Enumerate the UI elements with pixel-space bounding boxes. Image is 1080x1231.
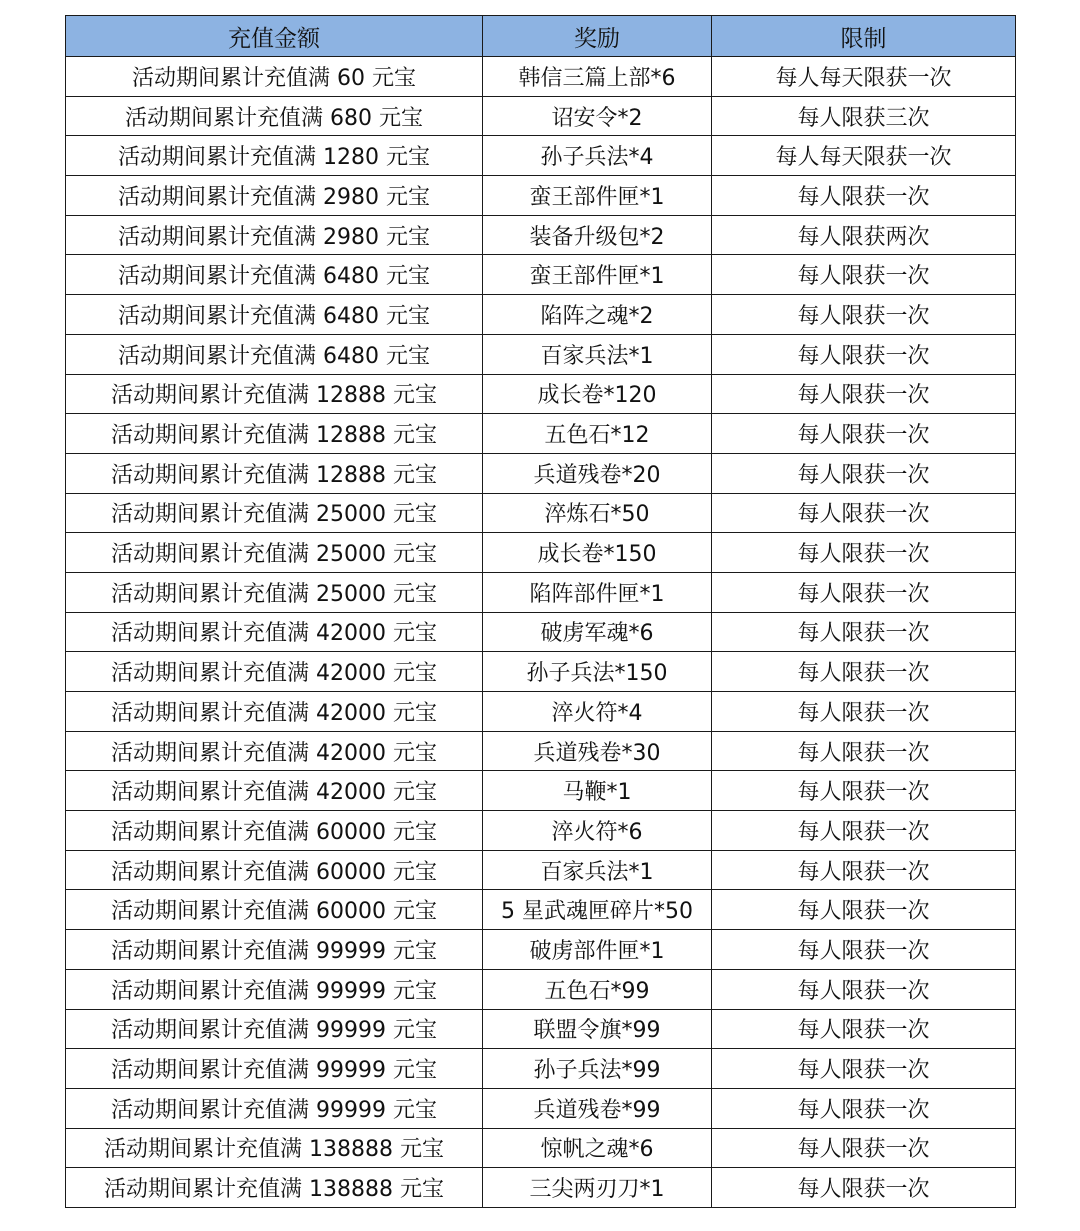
cell-recharge-amount: 活动期间累计充值满 25000 元宝 <box>66 533 483 573</box>
cell-limit: 每人限获一次 <box>712 771 1016 811</box>
cell-recharge-amount: 活动期间累计充值满 12888 元宝 <box>66 414 483 454</box>
table-row <box>66 850 1016 890</box>
table-row <box>66 572 1016 612</box>
cell-reward: 陷阵部件匣*1 <box>483 572 712 612</box>
cell-limit: 每人限获一次 <box>712 1009 1016 1049</box>
table-row <box>66 453 1016 493</box>
table-row <box>66 176 1016 216</box>
cell-limit: 每人限获一次 <box>712 374 1016 414</box>
cell-recharge-amount: 活动期间累计充值满 12888 元宝 <box>66 453 483 493</box>
cell-reward: 陷阵之魂*2 <box>483 295 712 335</box>
cell-limit: 每人限获一次 <box>712 930 1016 970</box>
table-row <box>66 890 1016 930</box>
cell-recharge-amount: 活动期间累计充值满 680 元宝 <box>66 96 483 136</box>
cell-limit: 每人限获一次 <box>712 1049 1016 1089</box>
cell-recharge-amount: 活动期间累计充值满 42000 元宝 <box>66 652 483 692</box>
cell-recharge-amount: 活动期间累计充值满 99999 元宝 <box>66 1049 483 1089</box>
cell-recharge-amount: 活动期间累计充值满 6480 元宝 <box>66 295 483 335</box>
cell-recharge-amount: 活动期间累计充值满 25000 元宝 <box>66 493 483 533</box>
cell-limit: 每人限获一次 <box>712 850 1016 890</box>
cell-reward: 淬火符*4 <box>483 692 712 732</box>
cell-recharge-amount: 活动期间累计充值满 60000 元宝 <box>66 850 483 890</box>
cell-reward: 孙子兵法*99 <box>483 1049 712 1089</box>
table-row <box>66 414 1016 454</box>
table-row <box>66 969 1016 1009</box>
cell-reward: 韩信三篇上部*6 <box>483 57 712 97</box>
cell-recharge-amount: 活动期间累计充值满 99999 元宝 <box>66 1009 483 1049</box>
cell-recharge-amount: 活动期间累计充值满 25000 元宝 <box>66 572 483 612</box>
cell-reward: 五色石*99 <box>483 969 712 1009</box>
cell-reward: 孙子兵法*4 <box>483 136 712 176</box>
cell-reward: 破虏军魂*6 <box>483 612 712 652</box>
cell-recharge-amount: 活动期间累计充值满 2980 元宝 <box>66 215 483 255</box>
cell-reward: 兵道残卷*30 <box>483 731 712 771</box>
cell-limit: 每人限获一次 <box>712 731 1016 771</box>
table-row <box>66 96 1016 136</box>
table-row <box>66 255 1016 295</box>
cell-reward: 蛮王部件匣*1 <box>483 255 712 295</box>
cell-limit: 每人限获三次 <box>712 96 1016 136</box>
cell-reward: 马鞭*1 <box>483 771 712 811</box>
cell-recharge-amount: 活动期间累计充值满 6480 元宝 <box>66 255 483 295</box>
table-body <box>66 57 1016 1208</box>
cell-limit: 每人限获一次 <box>712 612 1016 652</box>
cell-reward: 成长卷*150 <box>483 533 712 573</box>
cell-recharge-amount: 活动期间累计充值满 42000 元宝 <box>66 731 483 771</box>
cell-reward: 诏安令*2 <box>483 96 712 136</box>
table-row <box>66 652 1016 692</box>
cell-recharge-amount: 活动期间累计充值满 1280 元宝 <box>66 136 483 176</box>
cell-recharge-amount: 活动期间累计充值满 6480 元宝 <box>66 334 483 374</box>
table-row <box>66 731 1016 771</box>
table-row <box>66 930 1016 970</box>
cell-limit: 每人限获一次 <box>712 533 1016 573</box>
cell-recharge-amount: 活动期间累计充值满 42000 元宝 <box>66 692 483 732</box>
cell-limit: 每人限获一次 <box>712 295 1016 335</box>
cell-limit: 每人限获两次 <box>712 215 1016 255</box>
cell-reward: 百家兵法*1 <box>483 850 712 890</box>
cell-recharge-amount: 活动期间累计充值满 2980 元宝 <box>66 176 483 216</box>
cell-limit: 每人限获一次 <box>712 1088 1016 1128</box>
recharge-rewards-table <box>65 15 1016 1208</box>
cell-limit: 每人限获一次 <box>712 652 1016 692</box>
cell-limit: 每人每天限获一次 <box>712 136 1016 176</box>
cell-reward: 5 星武魂匣碎片*50 <box>483 890 712 930</box>
cell-reward: 惊帆之魂*6 <box>483 1128 712 1168</box>
cell-reward: 破虏部件匣*1 <box>483 930 712 970</box>
table-row <box>66 215 1016 255</box>
table-row <box>66 374 1016 414</box>
table-row <box>66 1128 1016 1168</box>
cell-reward: 三尖两刃刀*1 <box>483 1168 712 1208</box>
cell-recharge-amount: 活动期间累计充值满 99999 元宝 <box>66 930 483 970</box>
cell-recharge-amount: 活动期间累计充值满 42000 元宝 <box>66 612 483 652</box>
table-row <box>66 692 1016 732</box>
cell-limit: 每人限获一次 <box>712 176 1016 216</box>
table-row <box>66 1168 1016 1208</box>
header-limit: 限制 <box>712 16 1016 57</box>
header-row <box>66 16 1016 57</box>
table-row <box>66 533 1016 573</box>
cell-reward: 装备升级包*2 <box>483 215 712 255</box>
table-row <box>66 334 1016 374</box>
cell-limit: 每人限获一次 <box>712 414 1016 454</box>
cell-recharge-amount: 活动期间累计充值满 60 元宝 <box>66 57 483 97</box>
cell-limit: 每人每天限获一次 <box>712 57 1016 97</box>
table-row <box>66 1009 1016 1049</box>
cell-limit: 每人限获一次 <box>712 453 1016 493</box>
cell-reward: 蛮王部件匣*1 <box>483 176 712 216</box>
table-row <box>66 1049 1016 1089</box>
cell-recharge-amount: 活动期间累计充值满 60000 元宝 <box>66 811 483 851</box>
table-row <box>66 295 1016 335</box>
cell-limit: 每人限获一次 <box>712 255 1016 295</box>
cell-reward: 淬火符*6 <box>483 811 712 851</box>
table-row <box>66 612 1016 652</box>
cell-reward: 兵道残卷*20 <box>483 453 712 493</box>
table-row <box>66 771 1016 811</box>
header-recharge-amount: 充值金额 <box>66 16 483 57</box>
table-header <box>66 16 1016 57</box>
cell-reward: 联盟令旗*99 <box>483 1009 712 1049</box>
cell-reward: 百家兵法*1 <box>483 334 712 374</box>
table-row <box>66 1088 1016 1128</box>
cell-recharge-amount: 活动期间累计充值满 12888 元宝 <box>66 374 483 414</box>
table-row <box>66 57 1016 97</box>
rewards-table-container <box>65 15 1015 1208</box>
cell-limit: 每人限获一次 <box>712 572 1016 612</box>
cell-limit: 每人限获一次 <box>712 969 1016 1009</box>
cell-limit: 每人限获一次 <box>712 493 1016 533</box>
cell-limit: 每人限获一次 <box>712 334 1016 374</box>
cell-limit: 每人限获一次 <box>712 692 1016 732</box>
cell-limit: 每人限获一次 <box>712 1128 1016 1168</box>
cell-recharge-amount: 活动期间累计充值满 138888 元宝 <box>66 1168 483 1208</box>
cell-limit: 每人限获一次 <box>712 811 1016 851</box>
table-row <box>66 136 1016 176</box>
cell-recharge-amount: 活动期间累计充值满 42000 元宝 <box>66 771 483 811</box>
cell-recharge-amount: 活动期间累计充值满 60000 元宝 <box>66 890 483 930</box>
cell-recharge-amount: 活动期间累计充值满 99999 元宝 <box>66 969 483 1009</box>
cell-reward: 淬炼石*50 <box>483 493 712 533</box>
cell-recharge-amount: 活动期间累计充值满 138888 元宝 <box>66 1128 483 1168</box>
cell-reward: 五色石*12 <box>483 414 712 454</box>
cell-limit: 每人限获一次 <box>712 890 1016 930</box>
cell-reward: 成长卷*120 <box>483 374 712 414</box>
table-row <box>66 811 1016 851</box>
cell-limit: 每人限获一次 <box>712 1168 1016 1208</box>
cell-recharge-amount: 活动期间累计充值满 99999 元宝 <box>66 1088 483 1128</box>
header-reward: 奖励 <box>483 16 712 57</box>
cell-reward: 孙子兵法*150 <box>483 652 712 692</box>
cell-reward: 兵道残卷*99 <box>483 1088 712 1128</box>
table-row <box>66 493 1016 533</box>
